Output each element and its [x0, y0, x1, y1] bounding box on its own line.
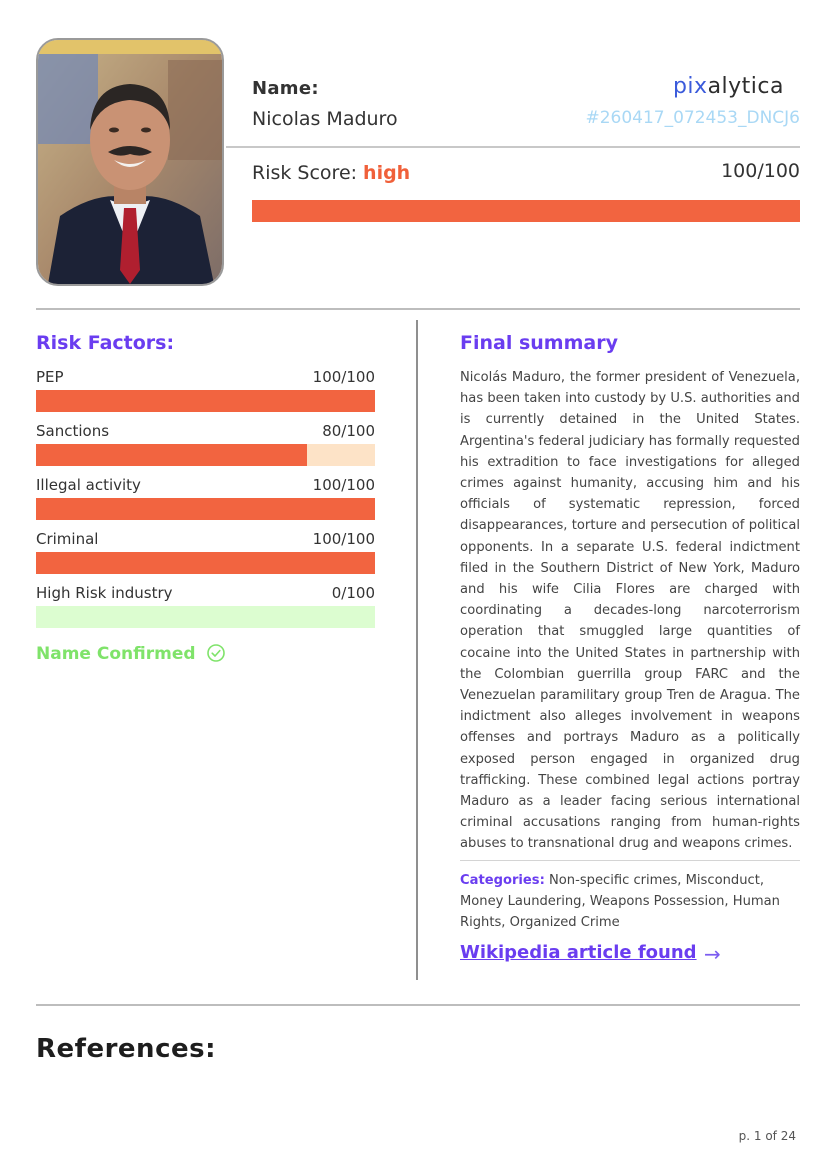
section-divider — [36, 308, 800, 310]
risk-score-bar — [252, 200, 800, 222]
factor-bar-fill — [36, 390, 375, 412]
factor-bar — [36, 606, 375, 628]
subject-name: Nicolas Maduro — [252, 108, 398, 130]
brand-logo-suffix: alytica — [707, 74, 784, 99]
factor-criminal — [36, 530, 375, 578]
brand-logo-prefix: pix — [672, 74, 708, 99]
factor-value: 100/100 — [312, 530, 375, 548]
factor-bar-fill — [36, 552, 375, 574]
factor-value: 80/100 — [322, 422, 375, 440]
categories — [460, 870, 800, 933]
factor-pep — [36, 368, 375, 416]
risk-factors-title: Risk Factors: — [36, 332, 175, 354]
factor-bar — [36, 552, 375, 574]
references-divider — [36, 1004, 800, 1006]
risk-level: high — [363, 162, 411, 184]
name-confirmed-status — [36, 644, 225, 664]
final-summary-text: Nicolás Maduro, the former president of Venezuela, has been taken into custody by U.S. authorities and is currently detained in the United States. Argentina's federal judiciary has formally requested his extradition to face investigations for alleged crimes against humanity, accusing him and his officials of systematic repression, forced disappearances, torture and persecution of political opponents. In a separate U.S. federal indictment filed in the Southern District of New York, Maduro and his wife Cilia Flores are charged with coordinating a decades-long narcoterrorism operation that smuggled large quantities of cocaine into the United States in partnership with the Colombian guerrilla group FARC and the Venezuelan paramilitary group Tren de Aragua. The indictment also alleges involvement in weapons offenses and portrays Maduro as a politically exposed person engaged in organized drug trafficking. These combined legal actions portray Maduro as a leader facing serious international criminal accusations ranging from human-rights abuses to transnational drug and weapons crimes. — [460, 370, 800, 852]
brand-logo — [673, 74, 784, 99]
final-summary-title: Final summary — [460, 332, 618, 354]
factor-bar-fill — [36, 444, 307, 466]
factor-label: PEP — [36, 368, 64, 386]
page-number: p. 1 of 24 — [738, 1129, 796, 1143]
header-divider — [226, 146, 800, 148]
factor-bar — [36, 444, 375, 466]
risk-score-value: 100/100 — [721, 160, 800, 182]
factor-value: 100/100 — [312, 368, 375, 386]
references-title: References: — [36, 1034, 216, 1064]
factor-label: High Risk industry — [36, 584, 173, 602]
risk-score-row — [252, 162, 410, 184]
report-id: #260417_072453_DNCJ6 — [585, 108, 800, 128]
check-circle-icon — [207, 644, 225, 662]
name-label: Name: — [252, 78, 319, 99]
factor-label: Illegal activity — [36, 476, 141, 494]
categories-list: Non-specific crimes, Misconduct, Money Laundering, Weapons Possession, Human Rights, Organized Crime — [460, 873, 780, 930]
categories-divider — [460, 860, 800, 861]
arrow-right-icon[interactable]: → — [704, 942, 721, 966]
factor-value: 100/100 — [312, 476, 375, 494]
factor-value: 0/100 — [331, 584, 375, 602]
factor-bar-fill — [36, 498, 375, 520]
factor-high-risk-industry — [36, 584, 375, 632]
factor-label: Criminal — [36, 530, 99, 548]
risk-score-label: Risk Score: — [252, 162, 358, 184]
factor-illegal-activity — [36, 476, 375, 524]
wikipedia-link[interactable]: Wikipedia article found — [460, 942, 697, 963]
factor-bar — [36, 390, 375, 412]
portrait-image — [38, 40, 222, 284]
name-confirmed-label: Name Confirmed — [36, 644, 196, 664]
factor-label: Sanctions — [36, 422, 110, 440]
column-divider — [416, 320, 418, 980]
factor-bar — [36, 498, 375, 520]
risk-score-bar-fill — [252, 200, 800, 222]
factor-sanctions — [36, 422, 375, 470]
categories-label: Categories: — [460, 873, 545, 888]
profile-photo — [36, 38, 224, 286]
